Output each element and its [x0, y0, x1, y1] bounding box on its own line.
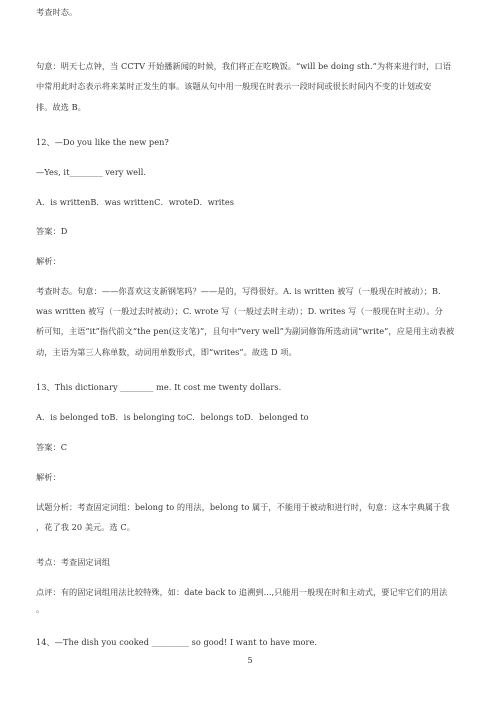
question-13: 13、This dictionary ________ me. It cost me twenty dollars. [36, 382, 282, 392]
question-12: 12、—Do you like the new pen? [36, 137, 169, 147]
text-line: 析可知，主语“it”指代前文“the pen(这支笔)”，且句中“very well”为副词修饰所选动词“write”，应是用主动表被 [36, 326, 455, 336]
text-line: 试题分析：考查固定词组：belong to 的用法，belong to 属于，不能用于被动和进行时，句意：这本字典属于我 [36, 502, 450, 512]
comment-line: 点评：有的固定词组用法比较特殊，如：date back to 追溯到...,只能用一般现在时和主动式，要记牢它们的用法 [36, 587, 448, 597]
answer-line: 答案：C [36, 442, 68, 452]
text-line: ，花了我 20 美元。选 C。 [36, 522, 135, 532]
analysis-label: 解析： [36, 256, 61, 266]
text-line: 。 [36, 604, 45, 614]
text-line: 考查时态。句意：——你喜欢这支新钢笔吗？——是的，写得很好。A. is written 被写（一般现在时被动）；B. [36, 286, 441, 296]
text-line: —Yes, it________ very well. [36, 167, 147, 177]
key-point-line: 考点：考查固定词组 [36, 557, 111, 567]
analysis-label: 解析： [36, 472, 61, 482]
question-14: 14、—The dish you cooked _________ so good! I want to have more. [36, 637, 317, 647]
answer-line: 答案：D [36, 226, 68, 236]
options-line: A．is belonged toB．is belonging toC．belongs toD．belonged to [36, 412, 309, 422]
options-line: A．is writtenB．was writtenC．wroteD．writes [36, 197, 234, 207]
text-line: 句意：明天七点钟，当 CCTV 开始播新闻的时候，我们将正在吃晚饭。“will be doing sth.”为将来进行时，口语 [36, 61, 451, 71]
text-line: 中常用此时态表示将来某时正发生的事。该题从句中用一般现在时表示一段时间或很长时间内不变的计划或安 [36, 81, 432, 91]
text-line: 排。故选 B。 [36, 102, 86, 112]
text-line: 动，主语为第三人称单数，动词用单数形式，即“writes”。故选 D 项。 [36, 347, 297, 357]
text-line: 考查时态。 [36, 7, 78, 17]
page-number: 5 [247, 656, 253, 665]
text-line: was written 被写（一般过去时被动）；C. wrote 写（一般过去时主动）；D. writes 写（一般现在时主动）。分 [36, 306, 443, 316]
